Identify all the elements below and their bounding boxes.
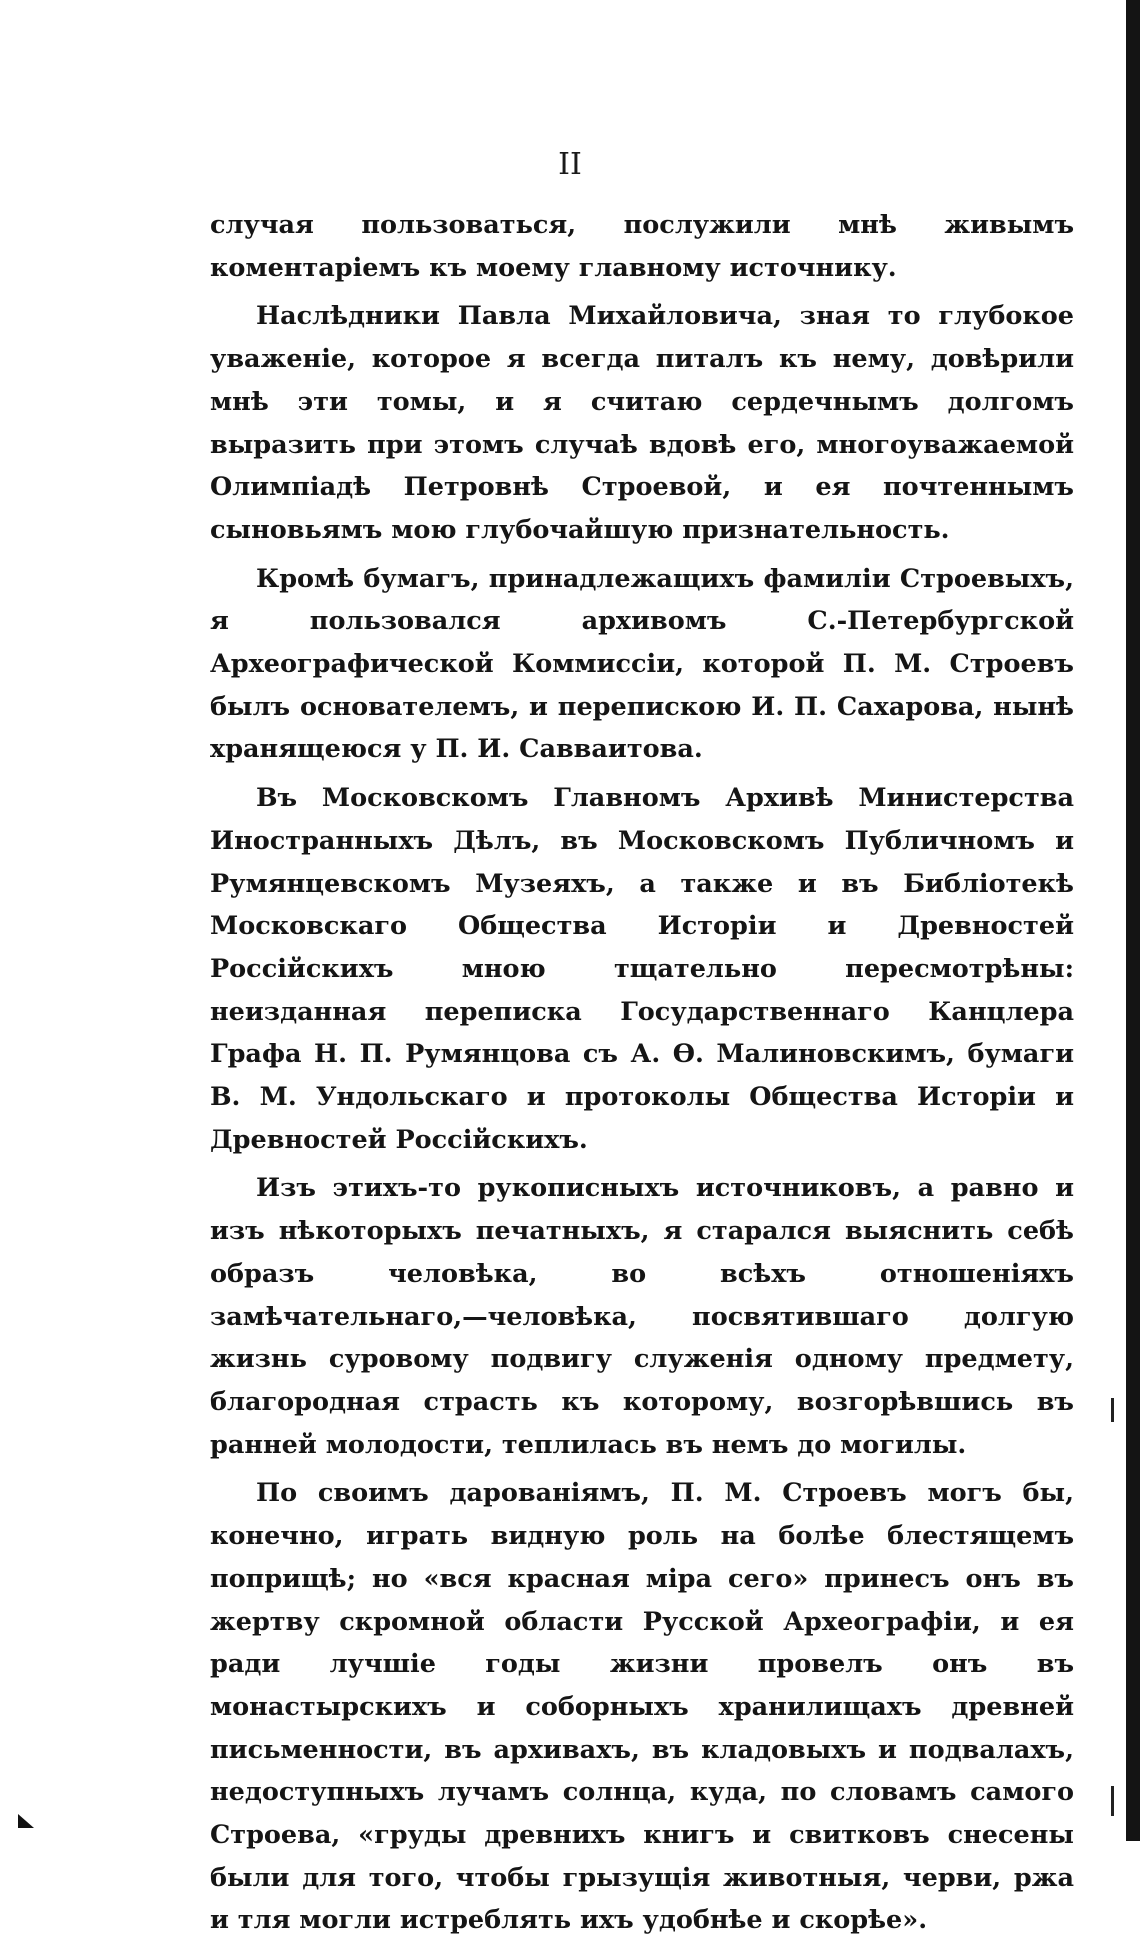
scan-edge-shadow [1126,0,1140,1841]
corner-fold-mark [18,1814,34,1828]
paragraph: Изъ этихъ-то рукописныхъ источниковъ, а равно и изъ нѣкоторыхъ печатныхъ, я старался выяснить себѣ образъ человѣка, во всѣхъ отношеніяхъ замѣчательнаго,—человѣка, посвятившаго долгую жизнь суровому подвигу служенія одному предмету, благородная страсть къ которому, возгорѣвшись въ ранней молодости, теплилась въ немъ до могилы. [210,1173,1074,1460]
paragraph: Въ Московскомъ Главномъ Архивѣ Министерства Иностранныхъ Дѣлъ, въ Московскомъ Публичномъ и Румянцевскомъ Музеяхъ, а также и въ Библіотекѣ Московскаго Общества Исторіи и Древностей Россійскихъ мною тщательно пересмотрѣны: неизданная переписка Государственнаго Канцлера Графа Н. П. Румянцова съ А. Ѳ. Малиновскимъ, бумаги В. М. Ундольскаго и протоколы Общества Исторіи и Древностей Россійскихъ. [210,783,1074,1155]
paragraph: По своимъ дарованіямъ, П. М. Строевъ могъ бы, конечно, играть видную роль на болѣе блестящемъ поприщѣ; но «вся красная міра сего» принесъ онъ въ жертву скромной области Русской Археографіи, и ея ради лучшіе годы жизни провелъ онъ въ монастырскихъ и соборныхъ хранилищахъ древней письменности, въ архивахъ, въ кладовыхъ и подвалахъ, недоступныхъ лучамъ солнца, куда, по словамъ самого Строева, «груды древнихъ книгъ и свитковъ снесены были для того, чтобы грызущія животныя, черви, ржа и тля могли истреблять ихъ удобнѣе и скорѣе». [210,1478,1074,1936]
paragraph: Наслѣдники Павла Михайловича, зная то глубокое уваженіе, которое я всегда питалъ къ нему, довѣрили мнѣ эти томы, и я считаю сердечнымъ долгомъ выразить при этомъ случаѣ вдовѣ его, многоуважаемой Олимпіадѣ Петровнѣ Строевой, и ея почтеннымъ сыновьямъ мою глубочайшую признательность. [210,301,1074,545]
paragraph: Кромѣ бумагъ, принадлежащихъ фамиліи Строевыхъ, я пользовался архивомъ С.-Петербургской Археографической Коммиссіи, которой П. М. Строевъ былъ основателемъ, и перепискою И. П. Сахарова, нынѣ хранящеюся у П. И. Савваитова. [210,563,1074,765]
paragraph: случая пользоваться, послужили мнѣ живымъ коментаріемъ къ моему главному источнику. [210,210,1074,283]
scan-edge-mark [1111,1786,1114,1816]
page-number: II [558,147,582,182]
body-text [210,204,1074,1948]
scan-edge-mark [1111,1398,1114,1422]
